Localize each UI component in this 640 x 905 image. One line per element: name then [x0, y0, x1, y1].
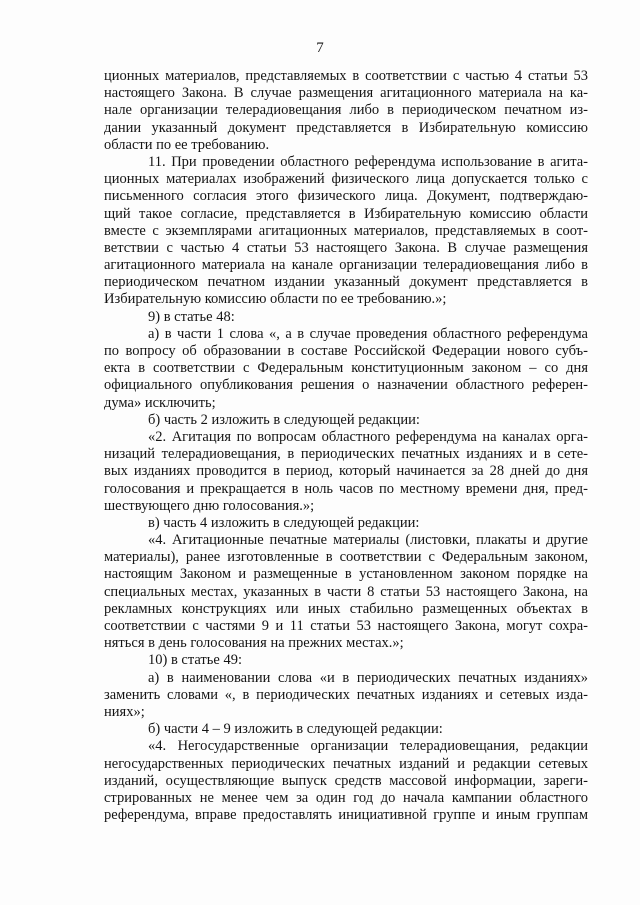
text-line: екта в соответствии с Федеральным конституционным законом – со дня	[104, 360, 588, 377]
text-line: «4. Агитационные печатные материалы (листовки, плакаты и другие	[148, 532, 588, 549]
text-line: дании указанный документ представляется в Избирательную комиссию	[104, 119, 588, 136]
text-line: настоящим Законом и размещенные в установленном законом порядке на	[104, 566, 588, 583]
text-line: а) в части 1 слова «, а в случае проведения областного референдума	[148, 325, 588, 342]
text-line: няться в день голосования на прежних местах.»;	[104, 635, 404, 652]
text-line: официального опубликования решения о назначении областного референ-	[104, 377, 588, 394]
text-line: референдума, вправе предоставлять инициативной группе и иным группам	[104, 807, 588, 824]
text-line: 11. При проведении областного референдума использование в агита-	[148, 153, 588, 170]
text-line: нале организации телерадиовещания либо в периодическом печатном из-	[104, 102, 588, 119]
text-line: ниях»;	[104, 703, 145, 720]
text-line: рекламных конструкциях или иных стабильно размещенных объектах в	[104, 600, 588, 617]
text-line: специальных местах, указанных в части 8 статьи 53 настоящего Закона, на	[104, 583, 588, 600]
text-line: ционных материалах изображений физического лица допускается только с	[104, 171, 588, 188]
text-line: б) часть 2 изложить в следующей редакции:	[148, 411, 420, 428]
text-line: б) части 4 – 9 изложить в следующей редакции:	[148, 721, 443, 738]
text-line: Избирательную комиссию области по ее требованию.»;	[104, 291, 447, 308]
text-line: щий такое согласие, представляется в Избирательную комиссию области	[104, 205, 588, 222]
text-line: соответствии с частями 9 и 11 статьи 53 настоящего Закона, могут сохра-	[104, 618, 588, 634]
page-number: 7	[316, 40, 324, 56]
text-line: низаций телерадиовещания, в периодических печатных изданиях и в сете-	[104, 446, 588, 463]
text-line: вместе с экземплярами агитационных материалов, представляемых в соот-	[104, 222, 588, 239]
text-line: периодическом печатном издании указанный документ представляется в	[104, 274, 588, 291]
text-line: стрированных не менее чем за один год до начала кампании областного	[104, 789, 588, 806]
text-line: письменного согласия этого физического лица. Документ, подтверждаю-	[104, 188, 588, 205]
document-body	[104, 68, 588, 824]
text-line: ционных материалов, представляемых в соответствии с частью 4 статьи 53	[104, 68, 588, 84]
text-line: агитационного материала на канале организации телерадиовещания либо в	[104, 257, 588, 274]
text-line: изданий, осуществляющие выпуск средств массовой информации, зареги-	[104, 772, 588, 789]
text-line: голосования и прекращается в ноль часов по местному времени дня, пред-	[104, 480, 588, 497]
text-line: области по ее требованию.	[104, 136, 270, 153]
text-line: настоящего Закона. В случае размещения агитационного материала на ка-	[104, 85, 588, 102]
text-line: материалы), ранее изготовленные в соответствии с Федеральным законом,	[104, 549, 588, 566]
text-line: 9) в статье 48:	[148, 308, 235, 325]
text-line: 10) в статье 49:	[148, 652, 242, 669]
text-line: а) в наименовании слова «и в периодических печатных изданиях»	[148, 669, 588, 686]
text-line: ветствии с частью 4 статьи 53 настоящего Закона. В случае размещения	[104, 239, 588, 256]
text-line: дума» исключить;	[104, 394, 216, 411]
text-line: «4. Негосударственные организации телерадиовещания, редакции	[148, 738, 588, 755]
text-line: шествующего дню голосования.»;	[104, 497, 315, 514]
text-line: «2. Агитация по вопросам областного референдума на каналах орга-	[148, 428, 588, 445]
text-line: в) часть 4 изложить в следующей редакции:	[148, 514, 420, 531]
text-line: заменить словами «, в периодических печатных изданиях и сетевых изда-	[104, 686, 588, 703]
text-line: вых изданиях проводится в период, который начинается за 28 дней до дня	[104, 463, 588, 480]
text-line: негосударственных периодических печатных изданий и редакции сетевых	[104, 755, 588, 772]
text-line: по вопросу об образовании в составе Российской Федерации нового субъ-	[104, 343, 588, 359]
